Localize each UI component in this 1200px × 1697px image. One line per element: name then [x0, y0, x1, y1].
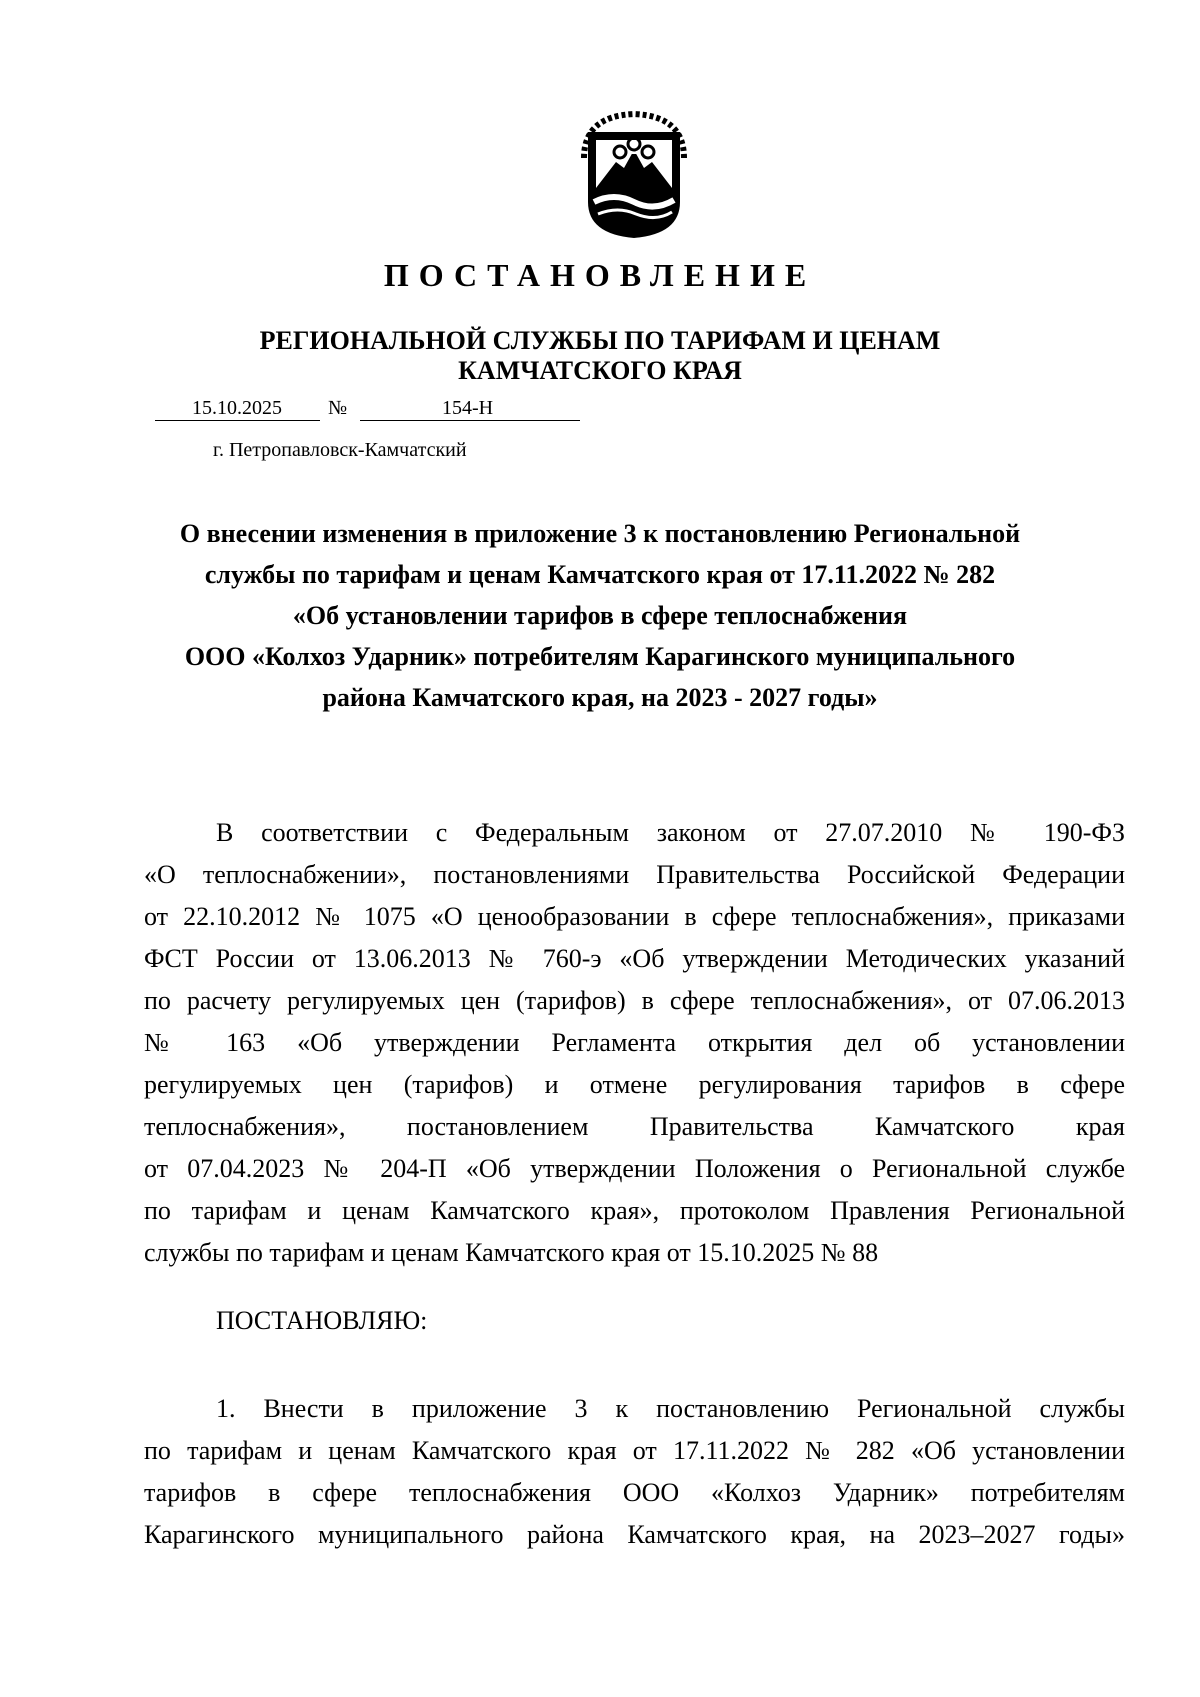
issuing-organization — [0, 326, 1200, 386]
paragraph-line: 1. Внести в приложение 3 к постановлению Региональной службы — [216, 1394, 1125, 1423]
paragraph-line: службы по тарифам и ценам Камчатского края от 15.10.2025 № 88 — [144, 1238, 879, 1267]
title-line: О внесении изменения в приложение 3 к постановлению Региональной — [179, 519, 1021, 548]
coat-of-arms-icon — [576, 110, 692, 240]
paragraph-line: по расчету регулируемых цен (тарифов) в сфере теплоснабжения», от 07.06.2013 — [144, 986, 1125, 1015]
paragraph-line: тарифов в сфере теплоснабжения ООО «Колхоз Ударник» потребителям — [144, 1478, 1125, 1507]
title-line: района Камчатского края, на 2023 - 2027 годы» — [322, 683, 878, 712]
paragraph-line: регулируемых цен (тарифов) и отмене регулирования тарифов в сфере — [144, 1070, 1125, 1099]
title-line: «Об установлении тарифов в сфере теплоснабжения — [292, 601, 908, 630]
item-1-paragraph — [144, 1388, 1125, 1556]
document-city: г. Петропавловск-Камчатский — [213, 439, 467, 461]
organization-line: КАМЧАТСКОГО КРАЯ — [458, 356, 742, 385]
document-type: ПОСТАНОВЛЕНИЕ — [383, 257, 817, 293]
decree-word: ПОСТАНОВЛЯЮ: — [216, 1306, 428, 1335]
organization-line: РЕГИОНАЛЬНОЙ СЛУЖБЫ ПО ТАРИФАМ И ЦЕНАМ — [259, 326, 941, 355]
paragraph-line: по тарифам и ценам Камчатского края», протоколом Правления Региональной — [144, 1196, 1125, 1225]
preamble-paragraph — [144, 812, 1125, 1274]
document-number: 154-Н — [360, 396, 580, 421]
paragraph-line: по тарифам и ценам Камчатского края от 17.11.2022 № 282 «Об установлении — [144, 1436, 1125, 1465]
paragraph-line: теплоснабжения», постановлением Правительства Камчатского края — [144, 1112, 1125, 1141]
paragraph-line: «О теплоснабжении», постановлениями Правительства Российской Федерации — [144, 860, 1125, 889]
number-sign: № — [328, 397, 348, 419]
paragraph-line: Карагинского муниципального района Камчатского края, на 2023–2027 годы» — [144, 1520, 1125, 1549]
paragraph-line: ФСТ России от 13.06.2013 № 760-э «Об утверждении Методических указаний — [144, 944, 1125, 973]
document-date: 15.10.2025 — [155, 396, 320, 421]
paragraph-line: от 07.04.2023 № 204-П «Об утверждении Положения о Региональной службе — [144, 1154, 1125, 1183]
paragraph-line: В соответствии с Федеральным законом от 27.07.2010 № 190-ФЗ — [216, 818, 1125, 847]
paragraph-line: от 22.10.2012 № 1075 «О ценообразовании в сфере теплоснабжения», приказами — [144, 902, 1125, 931]
document-title — [0, 513, 1200, 718]
paragraph-line: № 163 «Об утверждении Регламента открытия дел об установлении — [144, 1028, 1125, 1057]
title-line: ООО «Колхоз Ударник» потребителям Карагинского муниципального — [184, 642, 1016, 671]
title-line: службы по тарифам и ценам Камчатского края от 17.11.2022 № 282 — [204, 560, 996, 589]
